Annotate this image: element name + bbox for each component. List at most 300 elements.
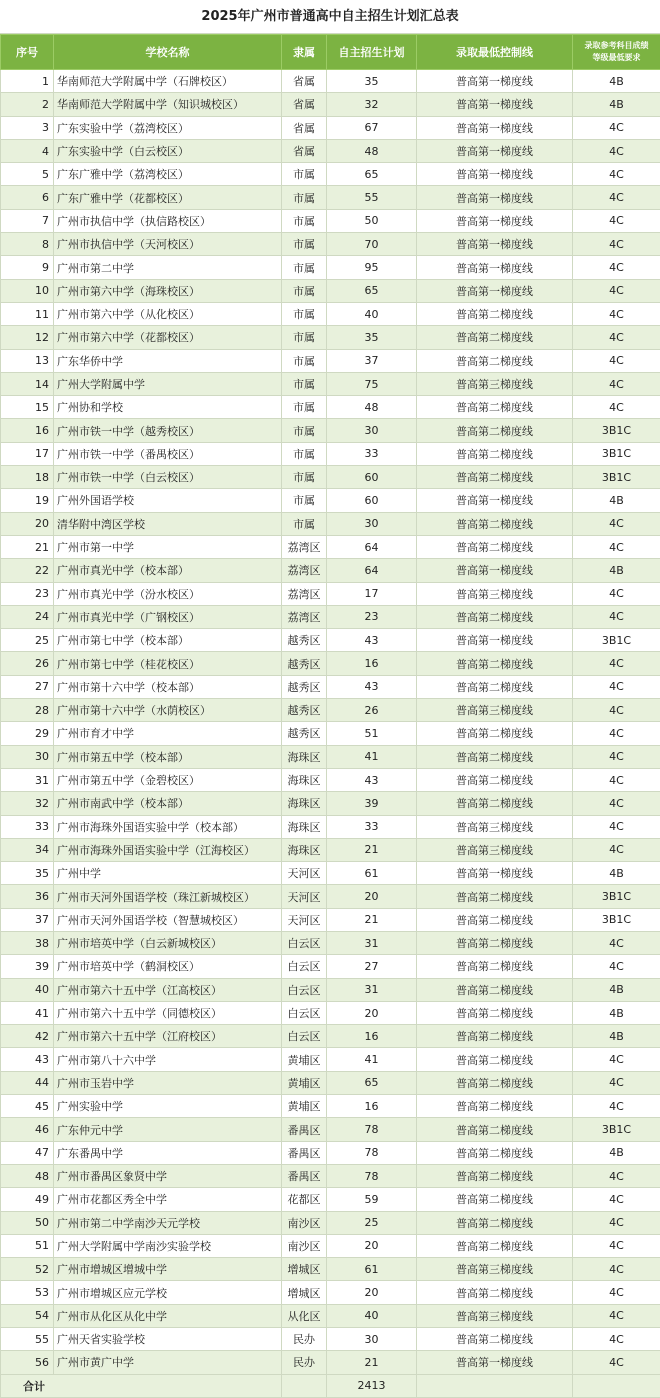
school-name-cell: 广州市第二中学 [54, 256, 282, 279]
header-school: 学校名称 [54, 35, 282, 70]
table-row [1, 116, 660, 139]
table-row [1, 209, 660, 232]
grade-requirement-cell: 4C [573, 349, 660, 372]
school-name-cell: 广州市第八十六中学 [54, 1048, 282, 1071]
total-quota: 2413 [327, 1374, 417, 1397]
school-name-cell: 广州中学 [54, 862, 282, 885]
table-row [1, 768, 660, 791]
table-row [1, 349, 660, 372]
grade-requirement-cell: 4C [573, 302, 660, 325]
table-row [1, 1188, 660, 1211]
grade-requirement-cell: 4C [573, 1071, 660, 1094]
school-name-cell: 广州市第十六中学（水荫校区） [54, 699, 282, 722]
grade-requirement-cell: 4C [573, 326, 660, 349]
quota-cell: 32 [327, 93, 417, 116]
school-name-cell: 广州市天河外国语学校（珠江新城校区） [54, 885, 282, 908]
table-row [1, 1095, 660, 1118]
school-name-cell: 广州市培英中学（鹤洞校区） [54, 955, 282, 978]
control-line-cell: 普高第二梯度线 [417, 1164, 573, 1187]
table-row [1, 466, 660, 489]
affiliation-cell: 省属 [282, 116, 327, 139]
quota-cell: 21 [327, 1351, 417, 1374]
affiliation-cell: 荔湾区 [282, 582, 327, 605]
school-name-cell: 广州天省实验学校 [54, 1328, 282, 1351]
affiliation-cell: 省属 [282, 93, 327, 116]
school-name-cell: 广州市第六中学（从化校区） [54, 302, 282, 325]
control-line-cell: 普高第二梯度线 [417, 1095, 573, 1118]
control-line-cell: 普高第三梯度线 [417, 699, 573, 722]
affiliation-cell: 白云区 [282, 1001, 327, 1024]
grade-requirement-cell: 4C [573, 163, 660, 186]
row-index-cell: 30 [1, 745, 54, 768]
affiliation-cell: 市属 [282, 256, 327, 279]
grade-requirement-cell: 4C [573, 699, 660, 722]
school-name-cell: 广州市花都区秀全中学 [54, 1188, 282, 1211]
school-name-cell: 广州市第一中学 [54, 535, 282, 558]
table-row [1, 372, 660, 395]
school-name-cell: 广州市真光中学（校本部） [54, 559, 282, 582]
row-index-cell: 8 [1, 233, 54, 256]
grade-requirement-cell: 4B [573, 1141, 660, 1164]
school-name-cell: 广东实验中学（白云校区） [54, 139, 282, 162]
control-line-cell: 普高第一梯度线 [417, 233, 573, 256]
control-line-cell: 普高第二梯度线 [417, 1071, 573, 1094]
school-name-cell: 广州市培英中学（白云新城校区） [54, 931, 282, 954]
control-line-cell: 普高第二梯度线 [417, 535, 573, 558]
row-index-cell: 48 [1, 1164, 54, 1187]
control-line-cell: 普高第二梯度线 [417, 512, 573, 535]
table-row [1, 955, 660, 978]
school-name-cell: 广州市铁一中学（白云校区） [54, 466, 282, 489]
quota-cell: 16 [327, 1095, 417, 1118]
grade-requirement-cell: 3B1C [573, 442, 660, 465]
table-row [1, 279, 660, 302]
school-name-cell: 广州市第二中学南沙天元学校 [54, 1211, 282, 1234]
table-row [1, 139, 660, 162]
school-name-cell: 广东仲元中学 [54, 1118, 282, 1141]
table-row [1, 862, 660, 885]
table-row [1, 535, 660, 558]
grade-requirement-cell: 4B [573, 1001, 660, 1024]
grade-requirement-cell: 4C [573, 233, 660, 256]
row-index-cell: 56 [1, 1351, 54, 1374]
school-name-cell: 广州市第五中学（校本部） [54, 745, 282, 768]
school-name-cell: 广东实验中学（荔湾校区） [54, 116, 282, 139]
table-row [1, 582, 660, 605]
control-line-cell: 普高第一梯度线 [417, 256, 573, 279]
row-index-cell: 25 [1, 629, 54, 652]
school-name-cell: 广州市玉岩中学 [54, 1071, 282, 1094]
affiliation-cell: 市属 [282, 302, 327, 325]
grade-requirement-cell: 4C [573, 186, 660, 209]
row-index-cell: 49 [1, 1188, 54, 1211]
affiliation-cell: 黄埔区 [282, 1071, 327, 1094]
affiliation-cell: 白云区 [282, 931, 327, 954]
table-row [1, 838, 660, 861]
affiliation-cell: 越秀区 [282, 699, 327, 722]
control-line-cell: 普高第一梯度线 [417, 70, 573, 93]
quota-cell: 16 [327, 1025, 417, 1048]
quota-cell: 60 [327, 466, 417, 489]
control-line-cell: 普高第三梯度线 [417, 1258, 573, 1281]
grade-requirement-cell: 4C [573, 582, 660, 605]
table-row [1, 1234, 660, 1257]
row-index-cell: 54 [1, 1304, 54, 1327]
table-row [1, 419, 660, 442]
affiliation-cell: 民办 [282, 1351, 327, 1374]
affiliation-cell: 海珠区 [282, 745, 327, 768]
table-row [1, 442, 660, 465]
grade-requirement-cell: 4C [573, 535, 660, 558]
school-name-cell: 广州市从化区从化中学 [54, 1304, 282, 1327]
row-index-cell: 34 [1, 838, 54, 861]
control-line-cell: 普高第二梯度线 [417, 419, 573, 442]
school-name-cell: 广州市海珠外国语实验中学（校本部） [54, 815, 282, 838]
control-line-cell: 普高第二梯度线 [417, 675, 573, 698]
quota-cell: 30 [327, 419, 417, 442]
grade-requirement-cell: 3B1C [573, 466, 660, 489]
affiliation-cell: 越秀区 [282, 722, 327, 745]
control-line-cell: 普高第二梯度线 [417, 1328, 573, 1351]
page-title: 2025年广州市普通高中自主招生计划汇总表 [0, 0, 660, 34]
row-index-cell: 23 [1, 582, 54, 605]
school-name-cell: 广州市海珠外国语实验中学（江海校区） [54, 838, 282, 861]
quota-cell: 95 [327, 256, 417, 279]
header-quota: 自主招生计划 [327, 35, 417, 70]
control-line-cell: 普高第三梯度线 [417, 372, 573, 395]
table-row [1, 629, 660, 652]
table-row [1, 978, 660, 1001]
affiliation-cell: 市属 [282, 466, 327, 489]
table-row [1, 931, 660, 954]
control-line-cell: 普高第一梯度线 [417, 862, 573, 885]
table-row [1, 256, 660, 279]
table-row [1, 722, 660, 745]
quota-cell: 21 [327, 838, 417, 861]
control-line-cell: 普高第二梯度线 [417, 722, 573, 745]
grade-requirement-cell: 3B1C [573, 885, 660, 908]
affiliation-cell: 海珠区 [282, 768, 327, 791]
grade-requirement-cell: 4C [573, 209, 660, 232]
control-line-cell: 普高第二梯度线 [417, 955, 573, 978]
quota-cell: 64 [327, 535, 417, 558]
row-index-cell: 35 [1, 862, 54, 885]
quota-cell: 31 [327, 931, 417, 954]
quota-cell: 30 [327, 512, 417, 535]
school-name-cell: 华南师范大学附属中学（石牌校区） [54, 70, 282, 93]
school-name-cell: 广州市天河外国语学校（智慧城校区） [54, 908, 282, 931]
table-row [1, 233, 660, 256]
grade-requirement-cell: 4C [573, 605, 660, 628]
school-name-cell: 广州市执信中学（执信路校区） [54, 209, 282, 232]
school-name-cell: 广州市第六十五中学（江府校区） [54, 1025, 282, 1048]
table-row [1, 1281, 660, 1304]
affiliation-cell: 白云区 [282, 978, 327, 1001]
grade-requirement-cell: 4C [573, 396, 660, 419]
affiliation-cell: 市属 [282, 349, 327, 372]
school-name-cell: 广州市真光中学（汾水校区） [54, 582, 282, 605]
grade-requirement-cell: 4B [573, 70, 660, 93]
table-row [1, 1211, 660, 1234]
grade-requirement-cell: 4C [573, 116, 660, 139]
school-name-cell: 广州市第十六中学（校本部） [54, 675, 282, 698]
control-line-cell: 普高第三梯度线 [417, 582, 573, 605]
row-index-cell: 15 [1, 396, 54, 419]
grade-requirement-cell: 4C [573, 1328, 660, 1351]
affiliation-cell: 市属 [282, 326, 327, 349]
header-grade-line1: 录取参考科目成绩 [585, 41, 649, 50]
grade-requirement-cell: 4C [573, 1211, 660, 1234]
affiliation-cell: 海珠区 [282, 838, 327, 861]
quota-cell: 35 [327, 70, 417, 93]
grade-requirement-cell: 4C [573, 1281, 660, 1304]
row-index-cell: 52 [1, 1258, 54, 1281]
quota-cell: 35 [327, 326, 417, 349]
grade-requirement-cell: 4C [573, 675, 660, 698]
table-row [1, 512, 660, 535]
row-index-cell: 22 [1, 559, 54, 582]
table-header-row [1, 35, 660, 70]
row-index-cell: 18 [1, 466, 54, 489]
school-name-cell: 广州市第五中学（金碧校区） [54, 768, 282, 791]
grade-requirement-cell: 4C [573, 1048, 660, 1071]
row-index-cell: 27 [1, 675, 54, 698]
school-name-cell: 广州大学附属中学南沙实验学校 [54, 1234, 282, 1257]
total-label: 合计 [1, 1374, 282, 1397]
grade-requirement-cell: 4C [573, 792, 660, 815]
quota-cell: 37 [327, 349, 417, 372]
quota-cell: 51 [327, 722, 417, 745]
row-index-cell: 31 [1, 768, 54, 791]
row-index-cell: 37 [1, 908, 54, 931]
quota-cell: 25 [327, 1211, 417, 1234]
row-index-cell: 20 [1, 512, 54, 535]
table-row [1, 163, 660, 186]
table-row [1, 1258, 660, 1281]
school-name-cell: 广东华侨中学 [54, 349, 282, 372]
control-line-cell: 普高第二梯度线 [417, 302, 573, 325]
quota-cell: 65 [327, 1071, 417, 1094]
school-name-cell: 广州市增城区应元学校 [54, 1281, 282, 1304]
school-name-cell: 广州市第六中学（海珠校区） [54, 279, 282, 302]
grade-requirement-cell: 4C [573, 512, 660, 535]
grade-requirement-cell: 4C [573, 1234, 660, 1257]
quota-cell: 26 [327, 699, 417, 722]
school-name-cell: 广州市第七中学（桂花校区） [54, 652, 282, 675]
row-index-cell: 4 [1, 139, 54, 162]
affiliation-cell: 市属 [282, 163, 327, 186]
table-row [1, 652, 660, 675]
school-name-cell: 广州大学附属中学 [54, 372, 282, 395]
control-line-cell: 普高第二梯度线 [417, 1234, 573, 1257]
affiliation-cell: 黄埔区 [282, 1048, 327, 1071]
control-line-cell: 普高第二梯度线 [417, 396, 573, 419]
control-line-cell: 普高第二梯度线 [417, 605, 573, 628]
grade-requirement-cell: 3B1C [573, 1118, 660, 1141]
affiliation-cell: 番禺区 [282, 1141, 327, 1164]
quota-cell: 50 [327, 209, 417, 232]
control-line-cell: 普高第二梯度线 [417, 442, 573, 465]
control-line-cell: 普高第三梯度线 [417, 838, 573, 861]
row-index-cell: 2 [1, 93, 54, 116]
quota-cell: 65 [327, 279, 417, 302]
quota-cell: 48 [327, 396, 417, 419]
row-index-cell: 47 [1, 1141, 54, 1164]
table-row [1, 1304, 660, 1327]
control-line-cell: 普高第一梯度线 [417, 209, 573, 232]
row-index-cell: 24 [1, 605, 54, 628]
table-row [1, 1164, 660, 1187]
table-row [1, 908, 660, 931]
affiliation-cell: 市属 [282, 186, 327, 209]
grade-requirement-cell: 4C [573, 815, 660, 838]
row-index-cell: 21 [1, 535, 54, 558]
table-row [1, 70, 660, 93]
enrollment-table [0, 34, 660, 1398]
quota-cell: 39 [327, 792, 417, 815]
table-body [1, 70, 660, 1375]
school-name-cell: 广州市铁一中学（番禺校区） [54, 442, 282, 465]
table-row [1, 1118, 660, 1141]
row-index-cell: 42 [1, 1025, 54, 1048]
total-affiliation-cell [282, 1374, 327, 1397]
table-row [1, 885, 660, 908]
row-index-cell: 11 [1, 302, 54, 325]
row-index-cell: 50 [1, 1211, 54, 1234]
school-name-cell: 广州外国语学校 [54, 489, 282, 512]
control-line-cell: 普高第二梯度线 [417, 349, 573, 372]
grade-requirement-cell: 4B [573, 93, 660, 116]
row-index-cell: 1 [1, 70, 54, 93]
school-name-cell: 广东广雅中学（花都校区） [54, 186, 282, 209]
control-line-cell: 普高第一梯度线 [417, 629, 573, 652]
school-name-cell: 广东广雅中学（荔湾校区） [54, 163, 282, 186]
affiliation-cell: 市属 [282, 442, 327, 465]
affiliation-cell: 白云区 [282, 955, 327, 978]
table-row [1, 93, 660, 116]
table-row [1, 559, 660, 582]
table-row [1, 326, 660, 349]
grade-requirement-cell: 4C [573, 652, 660, 675]
school-name-cell: 华南师范大学附属中学（知识城校区） [54, 93, 282, 116]
grade-requirement-cell: 4C [573, 1095, 660, 1118]
row-index-cell: 7 [1, 209, 54, 232]
row-index-cell: 32 [1, 792, 54, 815]
quota-cell: 33 [327, 815, 417, 838]
table-row [1, 396, 660, 419]
school-name-cell: 广州市第六十五中学（同德校区） [54, 1001, 282, 1024]
row-index-cell: 19 [1, 489, 54, 512]
affiliation-cell: 市属 [282, 209, 327, 232]
control-line-cell: 普高第二梯度线 [417, 885, 573, 908]
table-row [1, 1048, 660, 1071]
table-row [1, 1351, 660, 1374]
row-index-cell: 26 [1, 652, 54, 675]
grade-requirement-cell: 4C [573, 372, 660, 395]
quota-cell: 27 [327, 955, 417, 978]
school-name-cell: 广东番禺中学 [54, 1141, 282, 1164]
affiliation-cell: 荔湾区 [282, 605, 327, 628]
school-name-cell: 广州市育才中学 [54, 722, 282, 745]
header-index: 序号 [1, 35, 54, 70]
school-name-cell: 广州市执信中学（天河校区） [54, 233, 282, 256]
row-index-cell: 16 [1, 419, 54, 442]
row-index-cell: 51 [1, 1234, 54, 1257]
affiliation-cell: 荔湾区 [282, 535, 327, 558]
school-name-cell: 广州实验中学 [54, 1095, 282, 1118]
row-index-cell: 53 [1, 1281, 54, 1304]
affiliation-cell: 越秀区 [282, 652, 327, 675]
table-row [1, 1071, 660, 1094]
control-line-cell: 普高第二梯度线 [417, 1118, 573, 1141]
header-affiliation: 隶属 [282, 35, 327, 70]
school-name-cell: 广州市真光中学（广钢校区） [54, 605, 282, 628]
total-line-cell [417, 1374, 573, 1397]
quota-cell: 43 [327, 629, 417, 652]
control-line-cell: 普高第二梯度线 [417, 1188, 573, 1211]
control-line-cell: 普高第一梯度线 [417, 279, 573, 302]
affiliation-cell: 省属 [282, 70, 327, 93]
table-row [1, 745, 660, 768]
row-index-cell: 45 [1, 1095, 54, 1118]
quota-cell: 20 [327, 1001, 417, 1024]
row-index-cell: 3 [1, 116, 54, 139]
table-row [1, 1141, 660, 1164]
quota-cell: 65 [327, 163, 417, 186]
total-grade-cell [573, 1374, 660, 1397]
row-index-cell: 36 [1, 885, 54, 908]
school-name-cell: 广州协和学校 [54, 396, 282, 419]
row-index-cell: 55 [1, 1328, 54, 1351]
affiliation-cell: 市属 [282, 372, 327, 395]
control-line-cell: 普高第一梯度线 [417, 116, 573, 139]
affiliation-cell: 天河区 [282, 862, 327, 885]
row-index-cell: 38 [1, 931, 54, 954]
school-name-cell: 清华附中湾区学校 [54, 512, 282, 535]
table-row [1, 792, 660, 815]
quota-cell: 78 [327, 1164, 417, 1187]
row-index-cell: 33 [1, 815, 54, 838]
quota-cell: 43 [327, 675, 417, 698]
control-line-cell: 普高第二梯度线 [417, 768, 573, 791]
grade-requirement-cell: 3B1C [573, 419, 660, 442]
control-line-cell: 普高第二梯度线 [417, 1281, 573, 1304]
school-name-cell: 广州市第七中学（校本部） [54, 629, 282, 652]
affiliation-cell: 从化区 [282, 1304, 327, 1327]
control-line-cell: 普高第一梯度线 [417, 186, 573, 209]
control-line-cell: 普高第一梯度线 [417, 93, 573, 116]
quota-cell: 31 [327, 978, 417, 1001]
grade-requirement-cell: 4B [573, 489, 660, 512]
affiliation-cell: 越秀区 [282, 675, 327, 698]
affiliation-cell: 增城区 [282, 1258, 327, 1281]
grade-requirement-cell: 4B [573, 559, 660, 582]
grade-requirement-cell: 4C [573, 838, 660, 861]
grade-requirement-cell: 4C [573, 1304, 660, 1327]
control-line-cell: 普高第二梯度线 [417, 978, 573, 1001]
header-grade-line2: 等级最低要求 [593, 53, 641, 62]
affiliation-cell: 南沙区 [282, 1234, 327, 1257]
grade-requirement-cell: 4C [573, 955, 660, 978]
affiliation-cell: 南沙区 [282, 1211, 327, 1234]
row-index-cell: 39 [1, 955, 54, 978]
affiliation-cell: 市属 [282, 233, 327, 256]
grade-requirement-cell: 4C [573, 1351, 660, 1374]
quota-cell: 43 [327, 768, 417, 791]
control-line-cell: 普高第二梯度线 [417, 326, 573, 349]
grade-requirement-cell: 4C [573, 768, 660, 791]
quota-cell: 33 [327, 442, 417, 465]
